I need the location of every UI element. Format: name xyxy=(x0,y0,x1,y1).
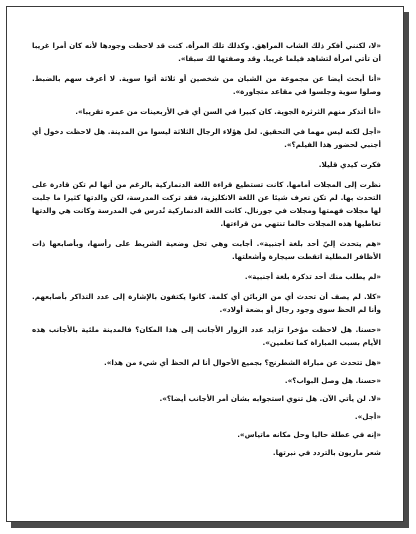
paragraph: «حسنا. هل وصل البواب؟». xyxy=(284,376,381,385)
paragraph: «لا. لن يأتي الآن. هل تنوي استجوابه بشأن أمر الأجانب أيضا؟». xyxy=(159,394,381,403)
paragraph: «هل تتحدث عن مباراة الشطرنج؟ بجميع الأحوال أنا لم الحظ أي شيء من هذا». xyxy=(104,358,381,367)
paragraph: «أنا أتذكر منهم الثرثرة الجوية. كان كبيرا في السن أي في الأربعينات من عمره تقريبا». xyxy=(75,107,381,116)
paragraph: «هم يتحدث إليّ أحد بلغة أجنبية». أجابت وهي تحل وضعية الشريط على رأسها، وبأصابعها ذات الأظافر المطلية اتقطت سيجارة وأشعلتها. xyxy=(32,239,381,261)
paragraph: «أجل». xyxy=(354,412,381,421)
paragraph: شعر ماريون بالتردد في نبرتها. xyxy=(272,448,381,457)
paragraph: «حسنا. هل لاحظت مؤخرا تزايد عدد الزوار الأجانب إلى هذا المكان؟ فالمدينة ملئية بالأجانب هذه الأيام بسبب المباراة كما تعلمين». xyxy=(32,325,381,347)
paragraph: «لم يطلب منك أحد تذكرة بلغة أجنبية». xyxy=(244,272,381,281)
paragraph: «أجل لكنه ليس مهما في التحقيق. لعل هؤلاء الرجال الثلاثة ليسوا من المدينة. هل لاحظت دخول أي أجنبي لحضور هذا الفيلم؟». xyxy=(32,127,381,149)
paragraph: «أنا أبحث أيضا عن مجموعة من الشبان من شخصين أو ثلاثة أتوا سوية. لا أعرف سهم بالضبط. وصلوا سوية وجلسوا في مقاعد متجاورة». xyxy=(32,74,381,96)
document-page xyxy=(6,6,404,522)
paragraph: «كلا. لم يصف أن تحدث أي من الزبائن أي كلمة. كانوا يكتفون بالإشارة إلى عدد التذاكر بأصابعهم. وأنا لم الحظ سوى وجود رجال أو بضعة أولاد». xyxy=(32,292,381,314)
paragraph: فكرت كيدي قليلا. xyxy=(318,160,381,169)
paragraph: «إنه في عطلة حاليا وحل مكانه ماتياس». xyxy=(237,430,381,439)
document-body xyxy=(32,39,381,464)
paragraph: نظرت إلى المجلات أمامها. كانت تستطيع قراءة اللغة الدنماركية بالرغم من أنها لم تكن قادرة على التحدث بها. لم تكن تعرف شيئا عن اللغة الانكليزية، فقد تركت المدرسة، لكن والدتها كثيرا ما جلبت لها مجلات فهمتها ومجلات في جورنال. كانت اللغة الدنماركية تُدرس في المدرسة وكانت هي والدتها تعاطيها هذه المجلات حالما تنتهي من قراءتها. xyxy=(32,180,381,228)
paragraph: «لا، لكنني أفكر ذلك الشاب المراهق. وكذلك تلك المرأة. كنت قد لاحظت وجودها لأنه كان أمرا غريبا أن تأتي امرأة لتشاهد فيلما غريبا. وقد وصفتها لك سبقا». xyxy=(32,41,381,63)
